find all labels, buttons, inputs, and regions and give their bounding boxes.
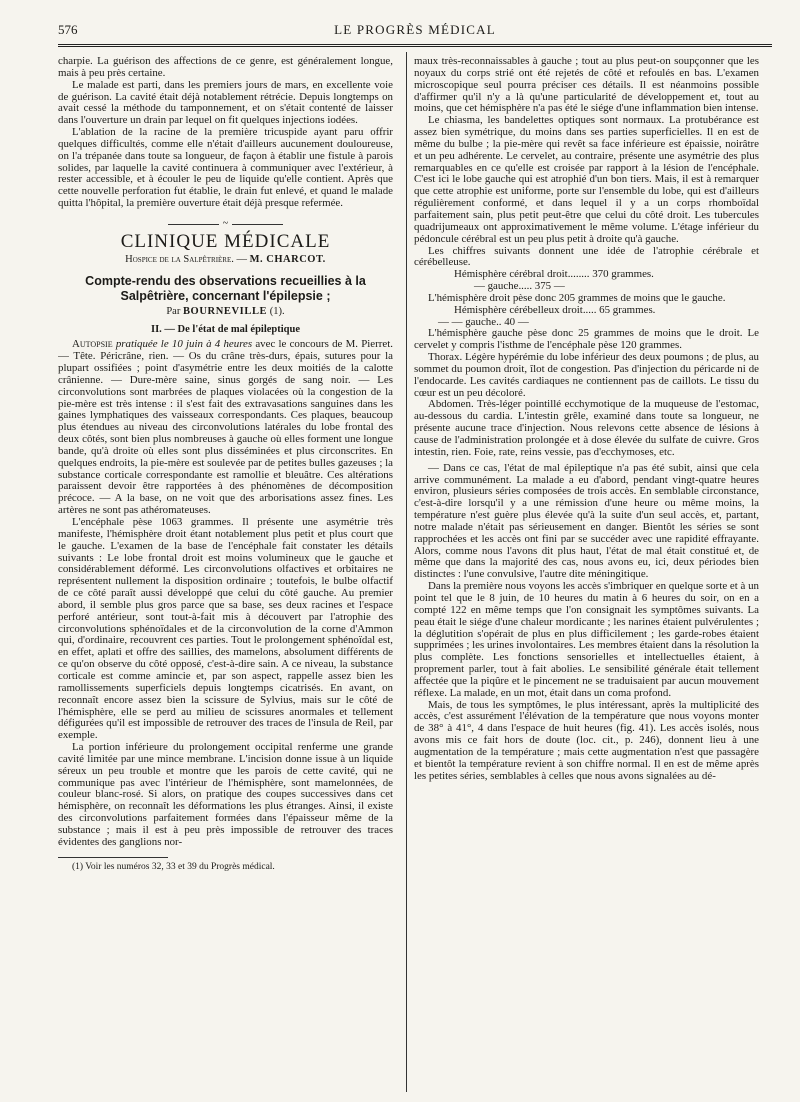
left-column bbox=[58, 56, 393, 1086]
weight-row: — gauche..... 375 — bbox=[474, 280, 565, 293]
weight-row: — — gauche.. 40 — bbox=[438, 315, 529, 328]
weight-row: Hémisphère cérébral droit........ 370 grammes. bbox=[454, 268, 654, 281]
hospice-name: Hospice de la Salpêtrière. — bbox=[125, 253, 247, 265]
section-title: CLINIQUE MÉDICALE bbox=[120, 230, 331, 252]
paragraph: Les chiffres suivants donnent une idée de l'atrophie cérébrale et cérébelleuse. bbox=[414, 244, 759, 269]
footnote-rule bbox=[58, 857, 168, 858]
journal-title: LE PROGRÈS MÉDICAL bbox=[334, 22, 496, 37]
paragraph: Thorax. Légère hypérémie du lobe inférieur des deux poumons ; de plus, au sommet du poumon droit, îlot de congestion. Pas d'injection du péricarde ni de l'endocarde. Les cavités cardiaques ne contiennent pas de caillots. Le tissu du cœur est un peu décoloré. bbox=[414, 351, 759, 399]
article-title-line: Compte-rendu des observations recueillies à la bbox=[85, 273, 366, 288]
article-title bbox=[58, 274, 393, 304]
paragraph: Abdomen. Très-léger pointillé ecchymotique de la muqueuse de l'estomac, au-dessous du cardia. L'intestin grêle, examiné dans toute sa longueur, ne présente aucune trace d'injection. Nous relevons cette absence de lésions à cause de l'administration prolongée et à dose élevée du sulfate de cuivre. Gros intestin, rien. Foie, rate, reins vessie, pas d'ecchymoses, etc. bbox=[414, 398, 759, 458]
paragraph: La portion inférieure du prolongement occipital renferme une grande cavité limitée par une mince membrane. L'incision donne issue à un liquide séreux un peu trouble et montre que les parois de cette cavité, qui ne communique pas avec l'intérieur de l'hémisphère, sont mamelonnées, de couleur blanc-rosé. Si alors, on pratique des coupes successives dans cet hémisphère, on reconnaît les déformations les plus étranges. Ainsi, il existe des circonvolutions parfaitement formées dans l'épaisseur même de la substance ; mais il est à peu près impossible de retrouver des traces évidentes des ganglions nor- bbox=[58, 741, 393, 848]
paragraph bbox=[58, 339, 393, 517]
page-number: 576 bbox=[58, 22, 78, 37]
author-footnote-ref: (1). bbox=[269, 305, 285, 317]
page-header bbox=[58, 20, 772, 42]
paragraph: L'encéphale pèse 1063 grammes. Il présente une asymétrie très manifeste, l'hémisphère droit étant notablement plus petit et plus court que le gauche. L'examen de la base de l'encéphale fait constater les détails suivants : Le lobe frontal droit est moins volumineux que le gauche et considérablement déformé. Les circonvolutions olfactives et orbitaires ne représentent nullement la disposition ordinaire ; toutefois, le bulbe olfactif de ce côté paraît aussi développé que celui du côté gauche. Au premier abord, il semble plus gros parce que sa base, ses deux racines et l'espace perforé antérieur, sont tout-à-fait mis à découvert par l'atrophie des circonvolutions sphénoïdales et de la circonvolution de la corne d'Ammon qui, d'ordinaire, recouvrent ces parties. Tout le prolongement sphénoïdal est, en effet, aplati et offre des saillies, des mamelons, absolument différents de ce qu'on observe du côté opposé, c'est-à-dire sain. A ce niveau, la substance corticale est comme amincie et, par son aspect, rappelle assez bien les ramollissements superficiels depuis longtemps cicatrisés. En avant, on reconnaît encore assez bien la scissure de Sylvius, mais sur le côté de l'hémisphère, elle se perd au milieu de scissures anormales et tellement défigurées qu'il est impossible de retrouver des traces de l'insula de Reil, par exemple. bbox=[58, 516, 393, 742]
physician-name: M. CHARCOT. bbox=[249, 253, 326, 265]
byline bbox=[58, 306, 393, 318]
column-divider bbox=[406, 52, 407, 1092]
autopsie-lead: Autopsie bbox=[72, 338, 113, 351]
byline-par: Par bbox=[166, 305, 181, 317]
paragraph: Mais, de tous les symptômes, le plus intéressant, après la multiplicité des accès, c'est assurément l'élévation de la température que nous voyons monter de 38° à 41°, 4 dans l'espace de huit heures (fig. 41). Les accès isolés, nous avons mis ce fait hors de doute (loc. cit., p. 246), donnent lieu à une augmentation de la température ; mais cette augmentation n'est que passagère et bientôt la température revient à son chiffre normal. Il en est de même après les petites séries, semblables à celles que nous avons signalées au dé- bbox=[414, 698, 759, 782]
autopsie-text: avec le concours de M. Pierret. — Tête. Péricrâne, rien. — Os du crâne très-durs, épais, sutures pour la plupart ossifiées ; point d'asymétrie entre les deux moitiés de la calotte crânienne. — Dure-mère saine, sinus gorgés de sang noir. — Les circonvolutions sont marbrées de plaques violacées où la congestion de la pie-mère est très intense : il s'est fait des extravasations sanguines dans les gaines lymphatiques des vaisseaux correspondants. Ces plaques, beaucoup plus étendues au niveau des circonvolutions latérales du lobe frontal des deux côtés, sont bien plus nombreuses à gauche où elles forment une longue bande, qu'à droite où elles sont plus disséminées et plus circonscrites. En quelques endroits, la pie-mère est soulevée par de petites bulles gazeuses ; la substance corticale correspondante est ramollie et bleuâtre. Ces altérations paraissent devoir être rapportées à des phénomènes de décomposition précoce. — A la base, on ne voit que des arborisations assez fines. Les artères ne sont pas athéromateuses. bbox=[58, 338, 393, 517]
paragraph: Le malade est parti, dans les premiers jours de mars, en excellente voie de guérison. La cavité était déjà notablement rétrécie. Depuis longtemps on avait cessé la méthode du tamponnement, et on s'était contenté de laisser dans l'ouverture un drain par lequel on fit quelques injections iodées. bbox=[58, 78, 393, 127]
paragraph: L'hémisphère droit pèse donc 205 grammes de moins que le gauche. bbox=[428, 291, 726, 304]
paragraph: Dans la première nous voyons les accès s'imbriquer en quelque sorte et à un point tel que le 8 juin, de 10 heures du matin à 6 heures du soir, on en a compté 122 en même temps que l'on consignait les symptômes suivants. La peau était le siége d'une chaleur mordicante ; les narines étaient pulvérulentes ; la déglutition s'opérait de plus en plus difficilement ; les garde-robes étaient supprimées ; les urines involontaires. Les membres étaient dans la résolution la plus complète. Les fonctions sensorielles et intellectuelles étaient, à proprement parler, tout à fait abolies. Le sensibilité générale était tellement affectée que la piqûre et le pincement ne se traduisaient par aucun mouvement réflexe. La malade, en un mot, était dans un coma profond. bbox=[414, 580, 759, 699]
paragraph: charpie. La guérison des affections de ce genre, est généralement longue, mais à peu près certaine. bbox=[58, 56, 393, 79]
paragraph: maux très-reconnaissables à gauche ; tout au plus peut-on soupçonner que les noyaux du corps strié ont été rejetés de côté et refoulés en bas. L'examen microscopique seul pourra préciser ces détails. Il est néanmoins possible d'affirmer qu'il n'y a là qu'une particularité de développement et, tout au moins, que cet hémisphère n'a pas été le siége d'une inflammation bien intense. bbox=[414, 56, 759, 115]
right-column bbox=[414, 56, 759, 1086]
autopsie-date: pratiquée le 10 juin à 4 heures bbox=[115, 338, 253, 351]
paragraph: — Dans ce cas, l'état de mal épileptique n'a pas été subit, ainsi que cela arrive communément. La malade a eu d'abord, pendant vingt-quatre heures environ, plusieurs séries composées de trois accès. En semblable circonstance, c'est-à-dire lorsqu'il y a une rémission d'une heure ou même moins, la température n'est guère plus élevée qu'à la suite d'un seul accès, et, partant, notre malade n'était pas sérieusement en danger. Bientôt les séries se sont rapprochées et les accès ont fini par se succéder avec une rapidité effrayante. Alors, comme nous l'avons dit plus haut, l'état de mal était constitué et, de même que dans la majorité des cas, nous avons eu, ici, deux périodes bien distinctes : l'une convulsive, l'autre dite méningitique. bbox=[414, 461, 759, 581]
ornament-divider: ~ bbox=[58, 218, 393, 230]
subsection-title: II. — De l'état de mal épileptique bbox=[150, 323, 301, 335]
header-rule bbox=[58, 44, 772, 47]
paragraph: L'hémisphère gauche pèse donc 25 grammes de moins que le droit. Le cervelet y compris l'isthme de l'encéphale pèse 120 grammes. bbox=[414, 327, 759, 352]
section-subtitle bbox=[58, 254, 393, 266]
paragraph: Le chiasma, les bandelettes optiques sont normaux. La protubérance est assez bien symétrique, du moins dans ses parties superficielles. Il en est de même du bulbe ; la pie-mère qui revêt sa face inférieure est épaissie, noirâtre et un peu adhérente. Le cervelet, au contraire, présente une asymétrie des plus remarquables en ce qu'elle est croisée par rapport à la lésion de l'encéphale. C'est ici le lobe gauche qui est atrophié d'un bon tiers. Mais, il est à remarquer que cette atrophie est uniforme, porte sur l'ensemble du lobe, qui est d'ailleurs régulièrement conformé, et dans lequel il y a un corps rhomboïdal parfaitement sain, plus petit peut-être que celui du côté droit. Les tubercules quadrijumeaux ont approximativement le même volume. L'étage inférieur du pédoncule cérébral est un peu plus petit à droite qu'à gauche. bbox=[414, 114, 759, 245]
weight-row: Hémisphère cérébelleux droit..... 65 grammes. bbox=[454, 303, 656, 316]
article-title-line: Salpêtrière, concernant l'épilepsie ; bbox=[120, 288, 331, 303]
author-name: BOURNEVILLE bbox=[182, 305, 268, 317]
footnote: (1) Voir les numéros 32, 33 et 39 du Progrès médical. bbox=[72, 861, 275, 872]
paragraph: L'ablation de la racine de la première tricuspide ayant paru offrir quelques difficultés, comme elle n'était d'ailleurs aucunement douloureuse, on l'a trépanée dans toute sa longueur, de façon à établir une fistule à parois solides, par laquelle la cavité continuera à communiquer avec l'extérieur, à rester accessible, et à écouler le peu de liquide qu'elle contient. Après que cette nouvelle perforation fut établie, le drain fut enlevé, et quand le malade quitta l'hôpital, la première ouverture était déjà presque refermée. bbox=[58, 126, 393, 210]
